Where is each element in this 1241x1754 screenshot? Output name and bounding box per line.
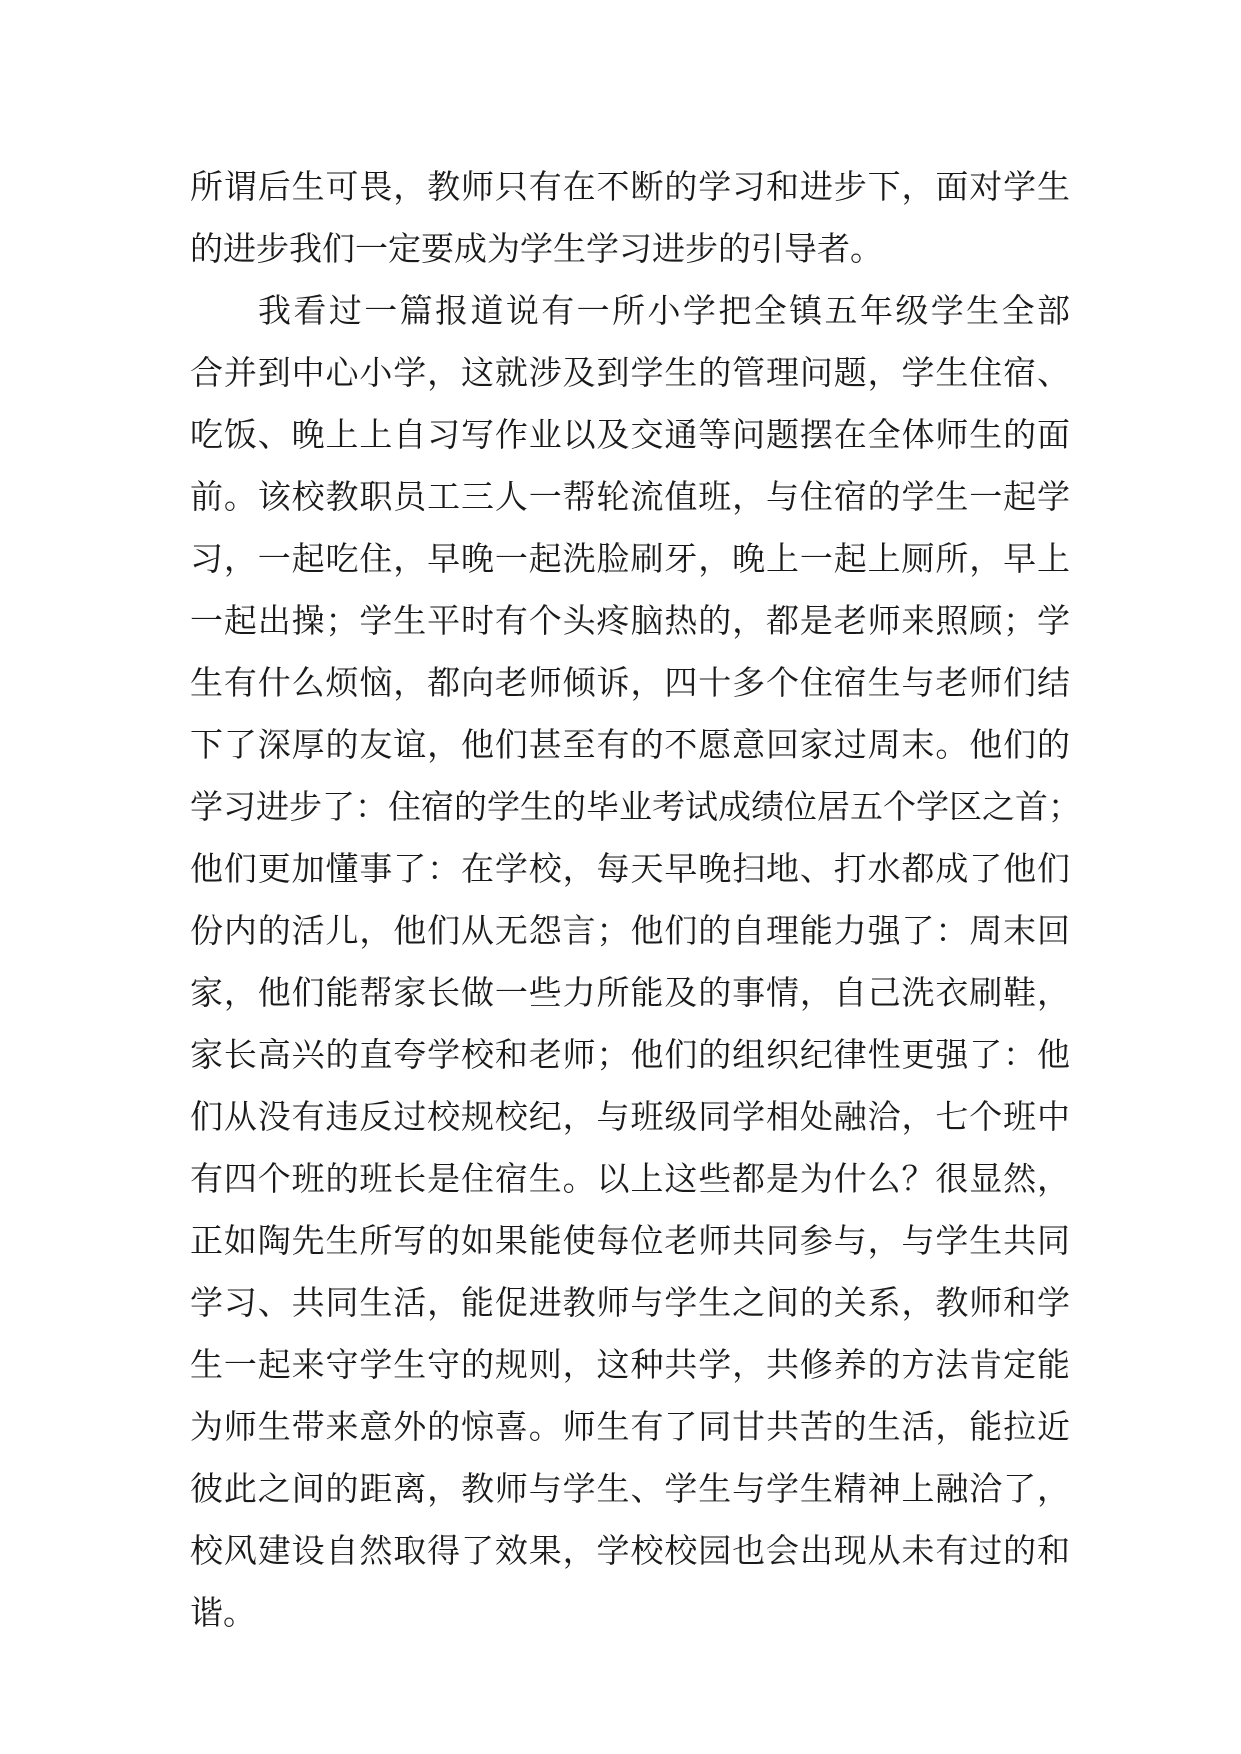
text-line: 谐。	[190, 1593, 256, 1632]
text-line: 们从没有违反过校规校纪，与班级同学相处融洽，七个班中	[190, 1097, 1070, 1136]
paragraph-1	[190, 156, 1070, 280]
text-line: 所谓后生可畏，教师只有在不断的学习和进步下，面对学生	[190, 167, 1070, 206]
text-line: 家，他们能帮家长做一些力所能及的事情，自己洗衣刷鞋，	[190, 973, 1070, 1012]
text-line: 合并到中心小学，这就涉及到学生的管理问题，学生住宿、	[190, 353, 1070, 392]
text-line: 生一起来守学生守的规则，这种共学，共修养的方法肯定能	[190, 1345, 1070, 1384]
text-line: 的进步我们一定要成为学生学习进步的引导者。	[190, 229, 883, 268]
text-line: 他们更加懂事了：在学校，每天早晚扫地、打水都成了他们	[190, 849, 1070, 888]
text-line: 为师生带来意外的惊喜。师生有了同甘共苦的生活，能拉近	[190, 1407, 1070, 1446]
text-line: 前。该校教职员工三人一帮轮流值班，与住宿的学生一起学	[190, 477, 1070, 516]
text-line: 份内的活儿，他们从无怨言；他们的自理能力强了：周末回	[190, 911, 1070, 950]
text-line: 吃饭、晚上上自习写作业以及交通等问题摆在全体师生的面	[190, 415, 1070, 454]
text-line: 生有什么烦恼，都向老师倾诉，四十多个住宿生与老师们结	[190, 663, 1070, 702]
text-line: 习，一起吃住，早晚一起洗脸刷牙，晚上一起上厕所，早上	[190, 539, 1070, 578]
text-line: 一起出操；学生平时有个头疼脑热的，都是老师来照顾；学	[190, 601, 1070, 640]
body-text	[190, 156, 1081, 1644]
paragraph-2	[190, 280, 1081, 1644]
text-line: 学习、共同生活，能促进教师与学生之间的关系，教师和学	[190, 1283, 1070, 1322]
text-line: 正如陶先生所写的如果能使每位老师共同参与，与学生共同	[190, 1221, 1070, 1260]
text-line: 我看过一篇报道说有一所小学把全镇五年级学生全部	[258, 291, 1070, 330]
text-line: 校风建设自然取得了效果，学校校园也会出现从未有过的和	[190, 1531, 1070, 1570]
text-line: 有四个班的班长是住宿生。以上这些都是为什么？很显然，	[190, 1159, 1070, 1198]
text-line: 家长高兴的直夸学校和老师；他们的组织纪律性更强了：他	[190, 1035, 1070, 1074]
text-line: 学习进步了：住宿的学生的毕业考试成绩位居五个学区之首；	[190, 787, 1081, 826]
text-line: 彼此之间的距离，教师与学生、学生与学生精神上融洽了，	[190, 1469, 1070, 1508]
text-line: 下了深厚的友谊，他们甚至有的不愿意回家过周末。他们的	[190, 725, 1070, 764]
